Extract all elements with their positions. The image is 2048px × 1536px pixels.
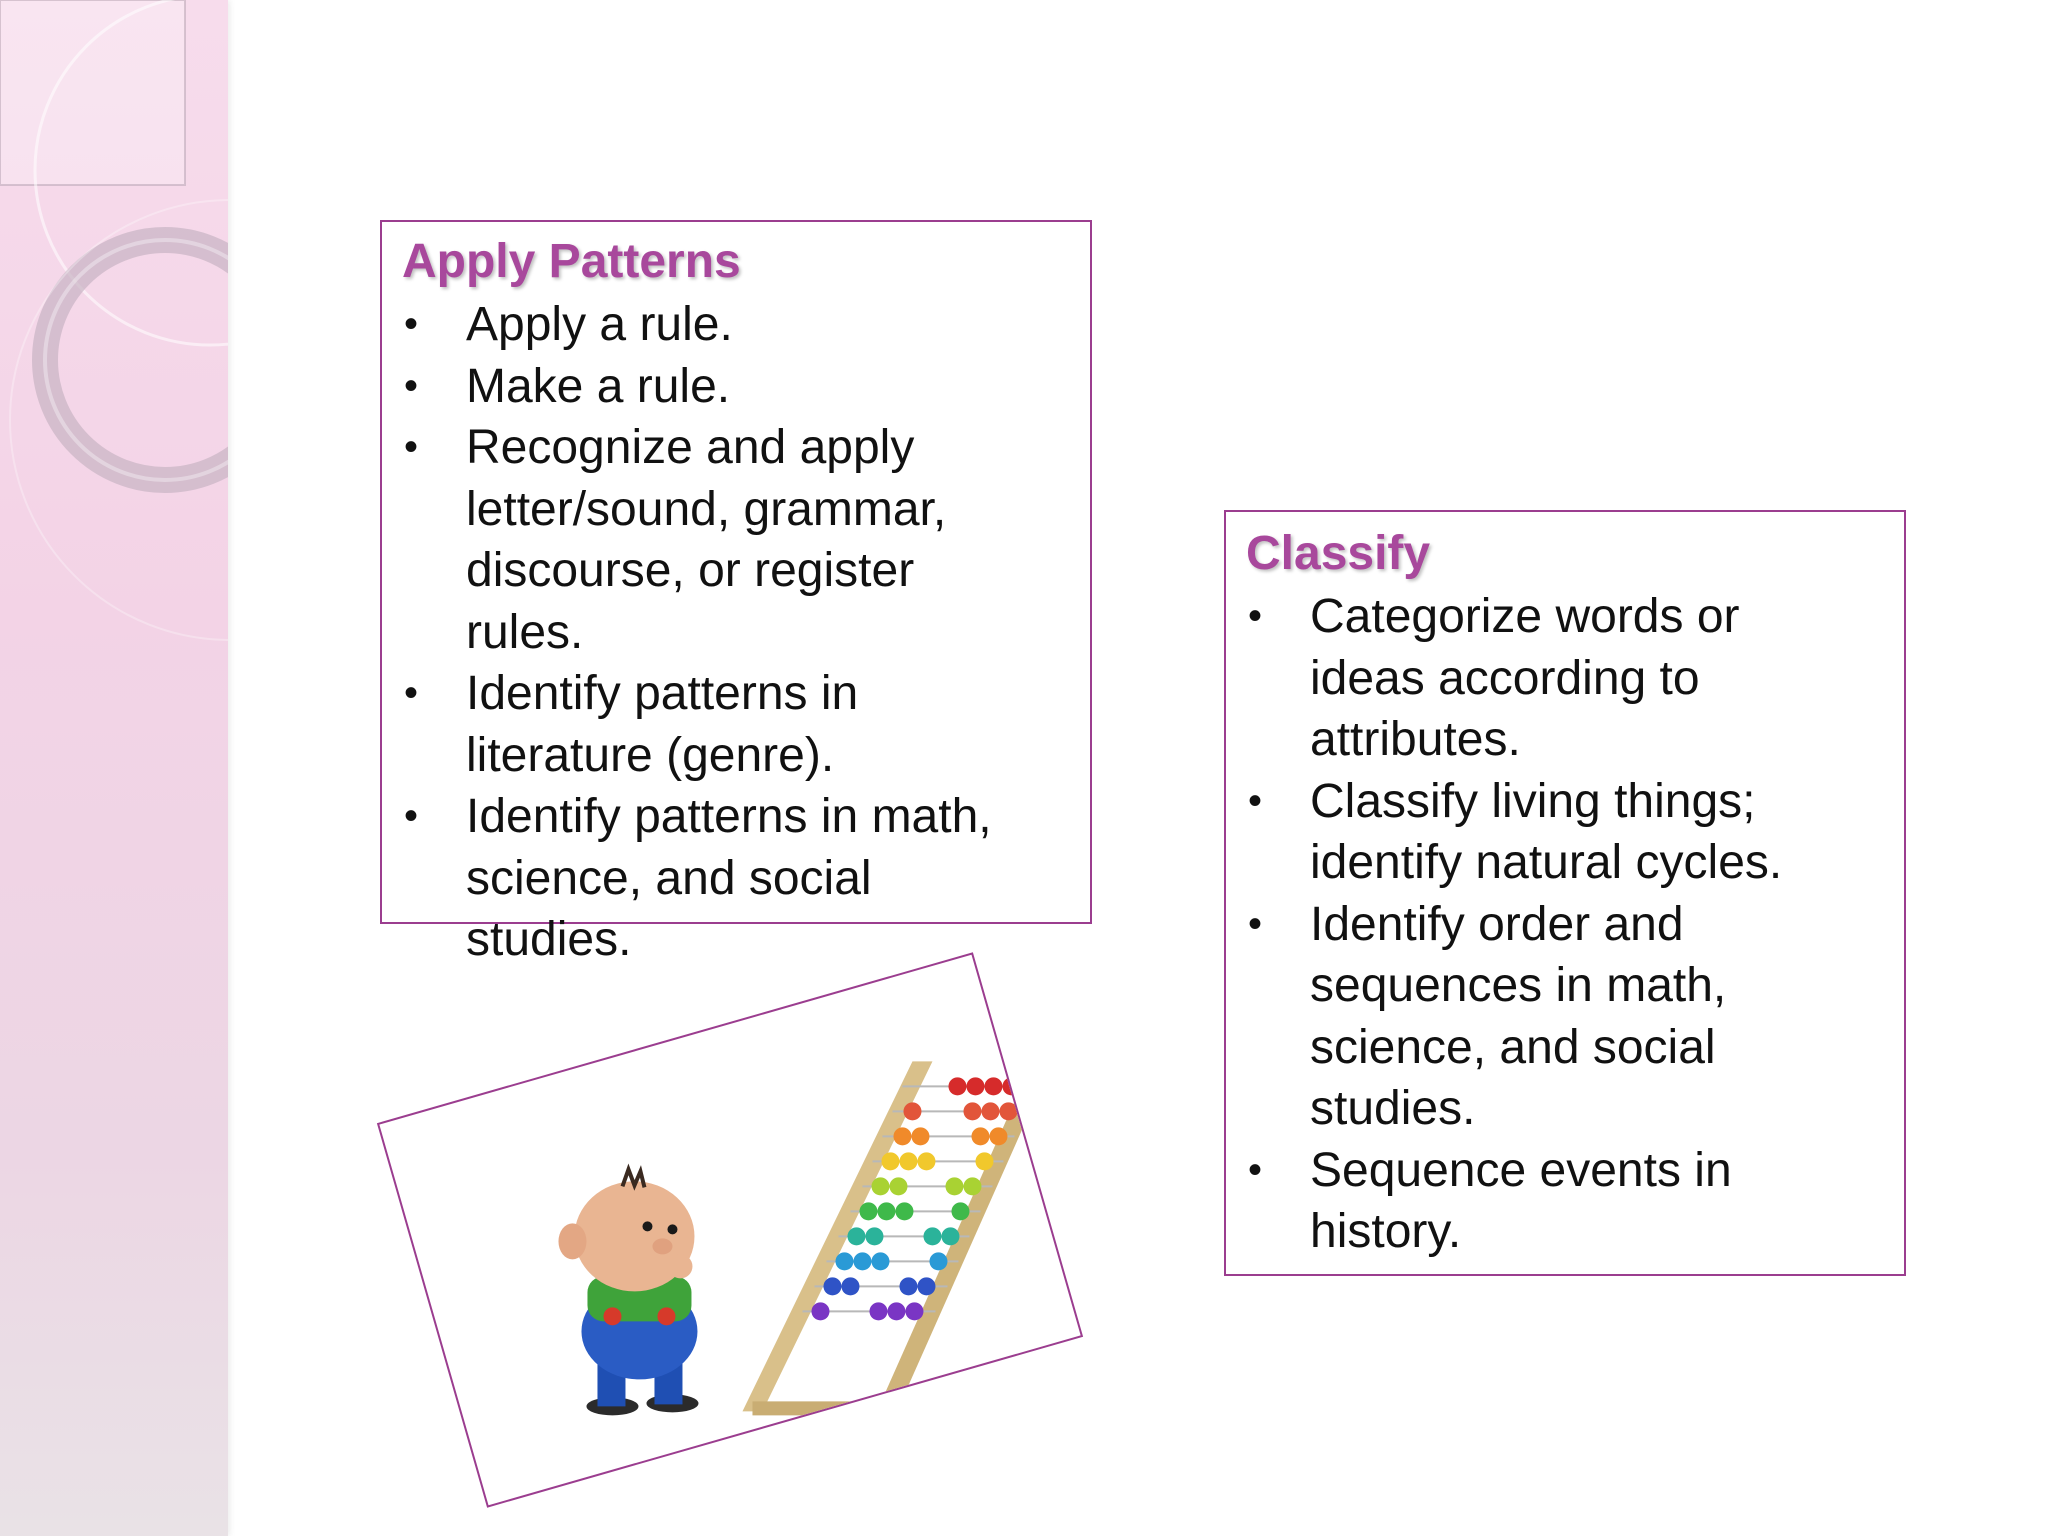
bullet-icon: •	[404, 302, 419, 346]
list-item: • Recognize and apply letter/sound, grammar, discourse, or register rules.	[402, 417, 1022, 663]
bullet-icon: •	[404, 425, 419, 469]
bullet-icon: •	[1248, 901, 1263, 946]
apply-patterns-list	[402, 294, 1022, 971]
abacus-picture	[377, 952, 1083, 1507]
apply-patterns-title: Apply Patterns	[402, 235, 741, 288]
classify-box	[1224, 510, 1906, 1276]
bullet-icon: •	[1248, 1147, 1263, 1192]
bullet-icon: •	[404, 671, 419, 715]
abacus-boy-icon	[422, 1031, 1042, 1431]
bullet-icon: •	[404, 363, 419, 408]
list-item: • Identify patterns in math, science, and social studies.	[402, 786, 1022, 971]
classify-title: Classify	[1246, 527, 1431, 580]
apply-patterns-box	[380, 220, 1092, 966]
decorative-sidebar	[0, 0, 228, 1536]
bullet-icon: •	[1248, 594, 1263, 638]
list-item: • Identify patterns in literature (genre).	[402, 663, 1022, 786]
list-item: • Make a rule.	[402, 356, 1022, 418]
bullet-icon: •	[404, 794, 419, 838]
list-item: • Apply a rule.	[402, 294, 1022, 356]
classify-list	[1246, 586, 1866, 1263]
list-item: • Sequence events in history.	[1246, 1140, 1866, 1263]
list-item: • Categorize words or ideas according to attributes.	[1246, 586, 1866, 771]
decorative-circles	[0, 0, 228, 1536]
bullet-icon: •	[1248, 778, 1263, 823]
list-item: • Classify living things; identify natural cycles.	[1246, 771, 1866, 894]
list-item: • Identify order and sequences in math, science, and social studies.	[1246, 894, 1866, 1140]
